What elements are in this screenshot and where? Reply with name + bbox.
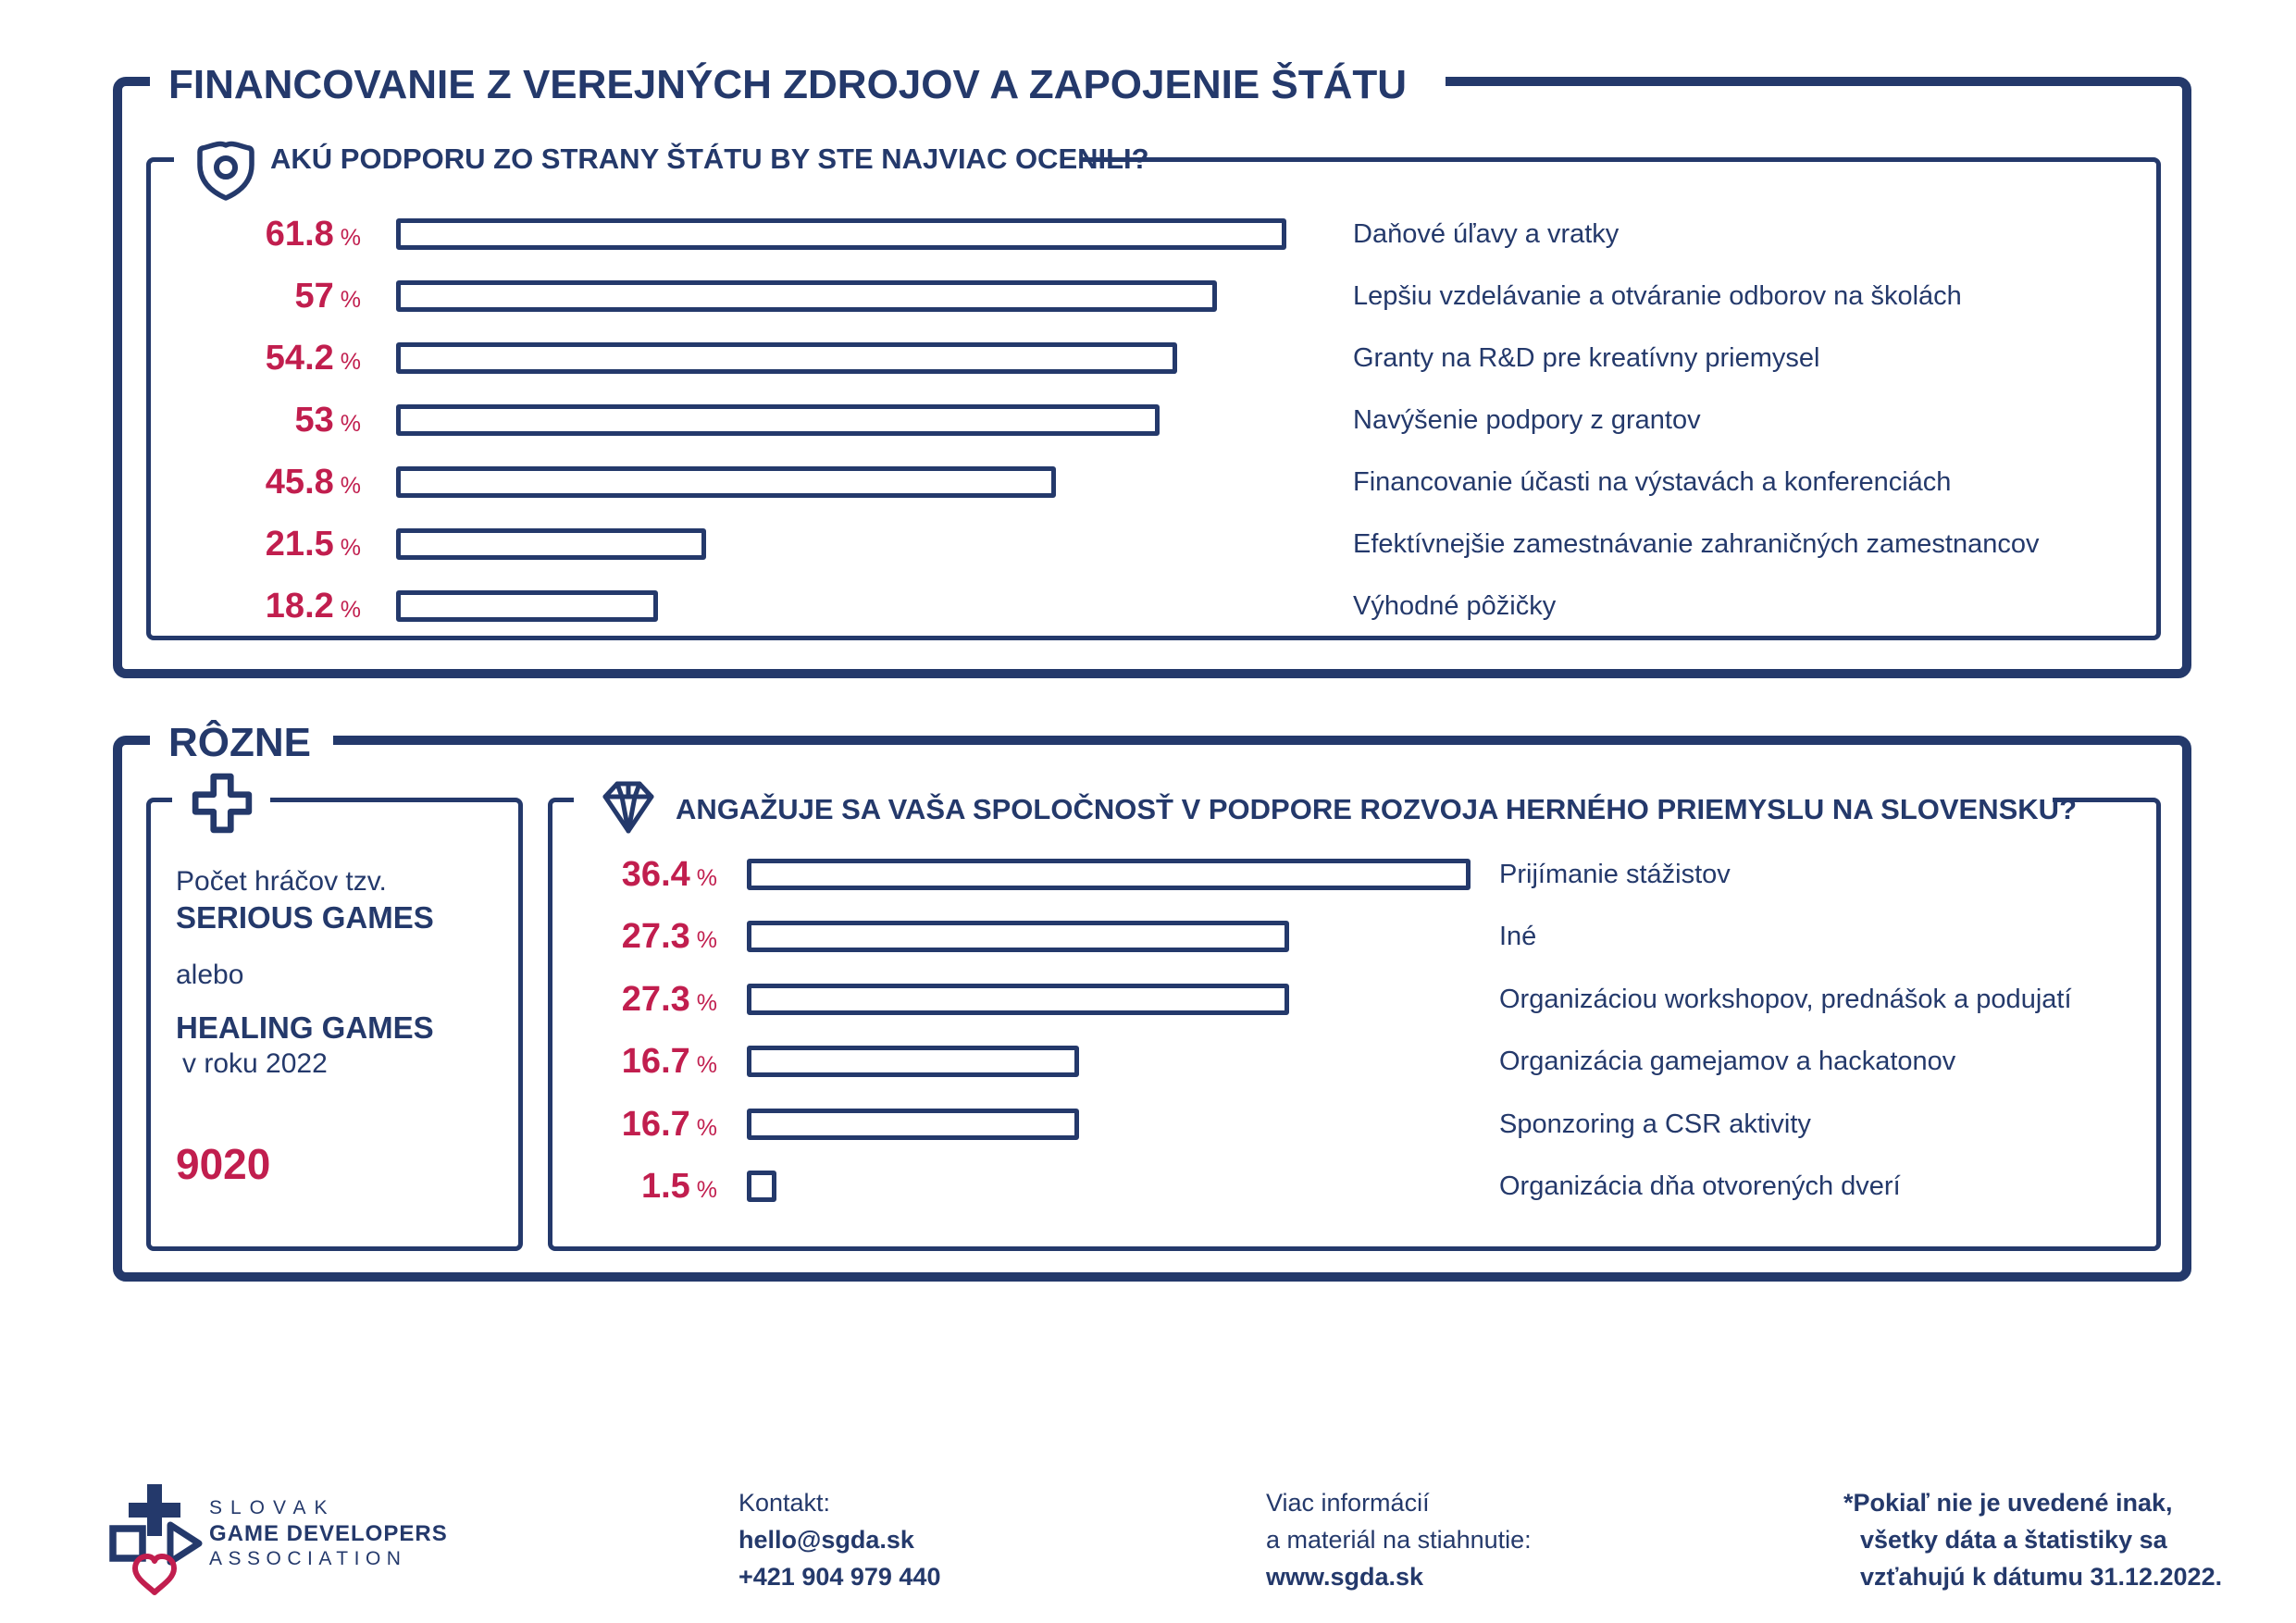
bar-value	[0, 524, 361, 564]
engagement-question: ANGAŽUJE SA VAŠA SPOLOČNOSŤ V PODPORE ROZVOJA HERNÉHO PRIEMYSLU NA SLOVENSKU?	[676, 793, 2078, 825]
bar-value-number: 16.7	[621, 1042, 690, 1081]
bar-value-number: 53	[294, 401, 334, 440]
bar-value-number: 27.3	[621, 917, 690, 956]
bar-category-label: Prijímanie stážistov	[1499, 860, 1731, 889]
bar-value-unit: %	[696, 1177, 717, 1203]
bar-value-unit: %	[340, 535, 361, 561]
bar-value-number: 18.2	[265, 587, 334, 626]
bar-value	[0, 586, 361, 626]
bar-value-unit: %	[340, 225, 361, 251]
shield-icon	[197, 133, 254, 202]
bar-value-unit: %	[696, 865, 717, 891]
bar-value-number: 21.5	[265, 525, 334, 564]
bar	[396, 404, 1160, 436]
bar-value-number: 1.5	[640, 1167, 690, 1206]
bar	[747, 1046, 1079, 1077]
bar-value	[0, 979, 717, 1020]
bar-value	[0, 462, 361, 502]
logo-text-slovak: SLOVAK	[209, 1497, 336, 1518]
info-line2: a materiál na stiahnutie:	[1266, 1526, 1532, 1554]
bar-value-unit: %	[340, 287, 361, 313]
serious-games-value: 9020	[176, 1140, 271, 1188]
contact-heading: Kontakt:	[738, 1489, 831, 1517]
diamond-icon	[596, 777, 661, 836]
bar-value-unit: %	[696, 990, 717, 1016]
bar-category-label: Organizácia gamejamov a hackatonov	[1499, 1047, 1956, 1076]
bar-value-unit: %	[340, 411, 361, 437]
bar	[747, 1109, 1079, 1140]
bar-value	[0, 1041, 717, 1082]
state-support-question: AKÚ PODPORU ZO STRANY ŠTÁTU BY STE NAJVIAC OCENILI?	[270, 142, 1149, 175]
contact-email[interactable]: hello@sgda.sk	[738, 1526, 914, 1554]
bar-value-unit: %	[340, 473, 361, 499]
bar-category-label: Organizáciou workshopov, prednášok a podujatí	[1499, 985, 2072, 1014]
bar-value	[0, 400, 361, 440]
bar-value-number: 61.8	[265, 215, 334, 254]
bar-value-unit: %	[340, 349, 361, 375]
bar-category-label: Navýšenie podpory z grantov	[1353, 405, 1701, 435]
bar-value	[0, 916, 717, 957]
serious-games-suffix: v roku 2022	[182, 1048, 328, 1079]
finance-section-title: FINANCOVANIE Z VEREJNÝCH ZDROJOV A ZAPOJENIE ŠTÁTU	[168, 62, 1408, 107]
bar	[396, 218, 1286, 250]
rozne-section-title: RÔZNE	[168, 720, 311, 765]
bar-category-label: Financovanie účasti na výstavách a konferenciách	[1353, 467, 1952, 497]
cross-icon	[191, 772, 254, 835]
bar-category-label: Lepšiu vzdelávanie a otváranie odborov na školách	[1353, 281, 1962, 311]
bar-value	[0, 214, 361, 254]
bar-value	[0, 1166, 717, 1207]
bar-value-unit: %	[696, 1052, 717, 1078]
bar-category-label: Daňové úľavy a vratky	[1353, 219, 1620, 249]
serious-games-connector: alebo	[176, 960, 244, 990]
bar-value-number: 16.7	[621, 1105, 690, 1144]
bar-value-number: 57	[294, 277, 334, 316]
square-icon	[113, 1529, 143, 1558]
serious-games-term1: SERIOUS GAMES	[176, 900, 434, 935]
contact-phone: +421 904 979 440	[738, 1563, 941, 1591]
bar-category-label: Sponzoring a CSR aktivity	[1499, 1109, 1811, 1139]
bar-value	[0, 854, 717, 895]
footnote-line1: *Pokiaľ nie je uvedené inak,	[1843, 1489, 2173, 1517]
bar-value-number: 54.2	[265, 339, 334, 378]
info-url[interactable]: www.sgda.sk	[1266, 1563, 1424, 1591]
bar-value-number: 36.4	[621, 855, 690, 894]
bar-category-label: Efektívnejšie zamestnávanie zahraničných zamestnancov	[1353, 529, 2040, 559]
bar-category-label: Granty na R&D pre kreatívny priemysel	[1353, 343, 1820, 373]
bar-value	[0, 1104, 717, 1145]
bar	[396, 342, 1177, 374]
bar	[747, 984, 1289, 1015]
bar-category-label: Organizácia dňa otvorených dverí	[1499, 1171, 1901, 1201]
bar	[396, 590, 658, 622]
bar-value-number: 45.8	[265, 463, 334, 502]
bar-value-unit: %	[340, 597, 361, 623]
bar-value-unit: %	[696, 1115, 717, 1141]
info-line1: Viac informácií	[1266, 1489, 1430, 1517]
bar	[396, 528, 706, 560]
bar	[747, 859, 1471, 890]
bar-value-number: 27.3	[621, 980, 690, 1019]
bar-value-unit: %	[696, 927, 717, 953]
footnote-line3: vzťahujú k dátumu 31.12.2022.	[1860, 1563, 2223, 1591]
serious-games-term2: HEALING GAMES	[176, 1010, 434, 1045]
footnote-line2: všetky dáta a štatistiky sa	[1860, 1526, 2167, 1554]
bar	[396, 280, 1217, 312]
bar-category-label: Výhodné pôžičky	[1353, 591, 1557, 621]
bar-value	[0, 276, 361, 316]
bar	[396, 466, 1056, 498]
bar-value	[0, 338, 361, 378]
logo-text-association: ASSOCIATION	[209, 1548, 407, 1569]
serious-games-intro: Počet hráčov tzv.	[176, 866, 387, 897]
bar-category-label: Iné	[1499, 922, 1537, 951]
logo-text-game-developers: GAME DEVELOPERS	[209, 1521, 448, 1546]
triangle-icon	[170, 1525, 199, 1562]
bar	[747, 921, 1289, 952]
bar	[747, 1171, 776, 1202]
